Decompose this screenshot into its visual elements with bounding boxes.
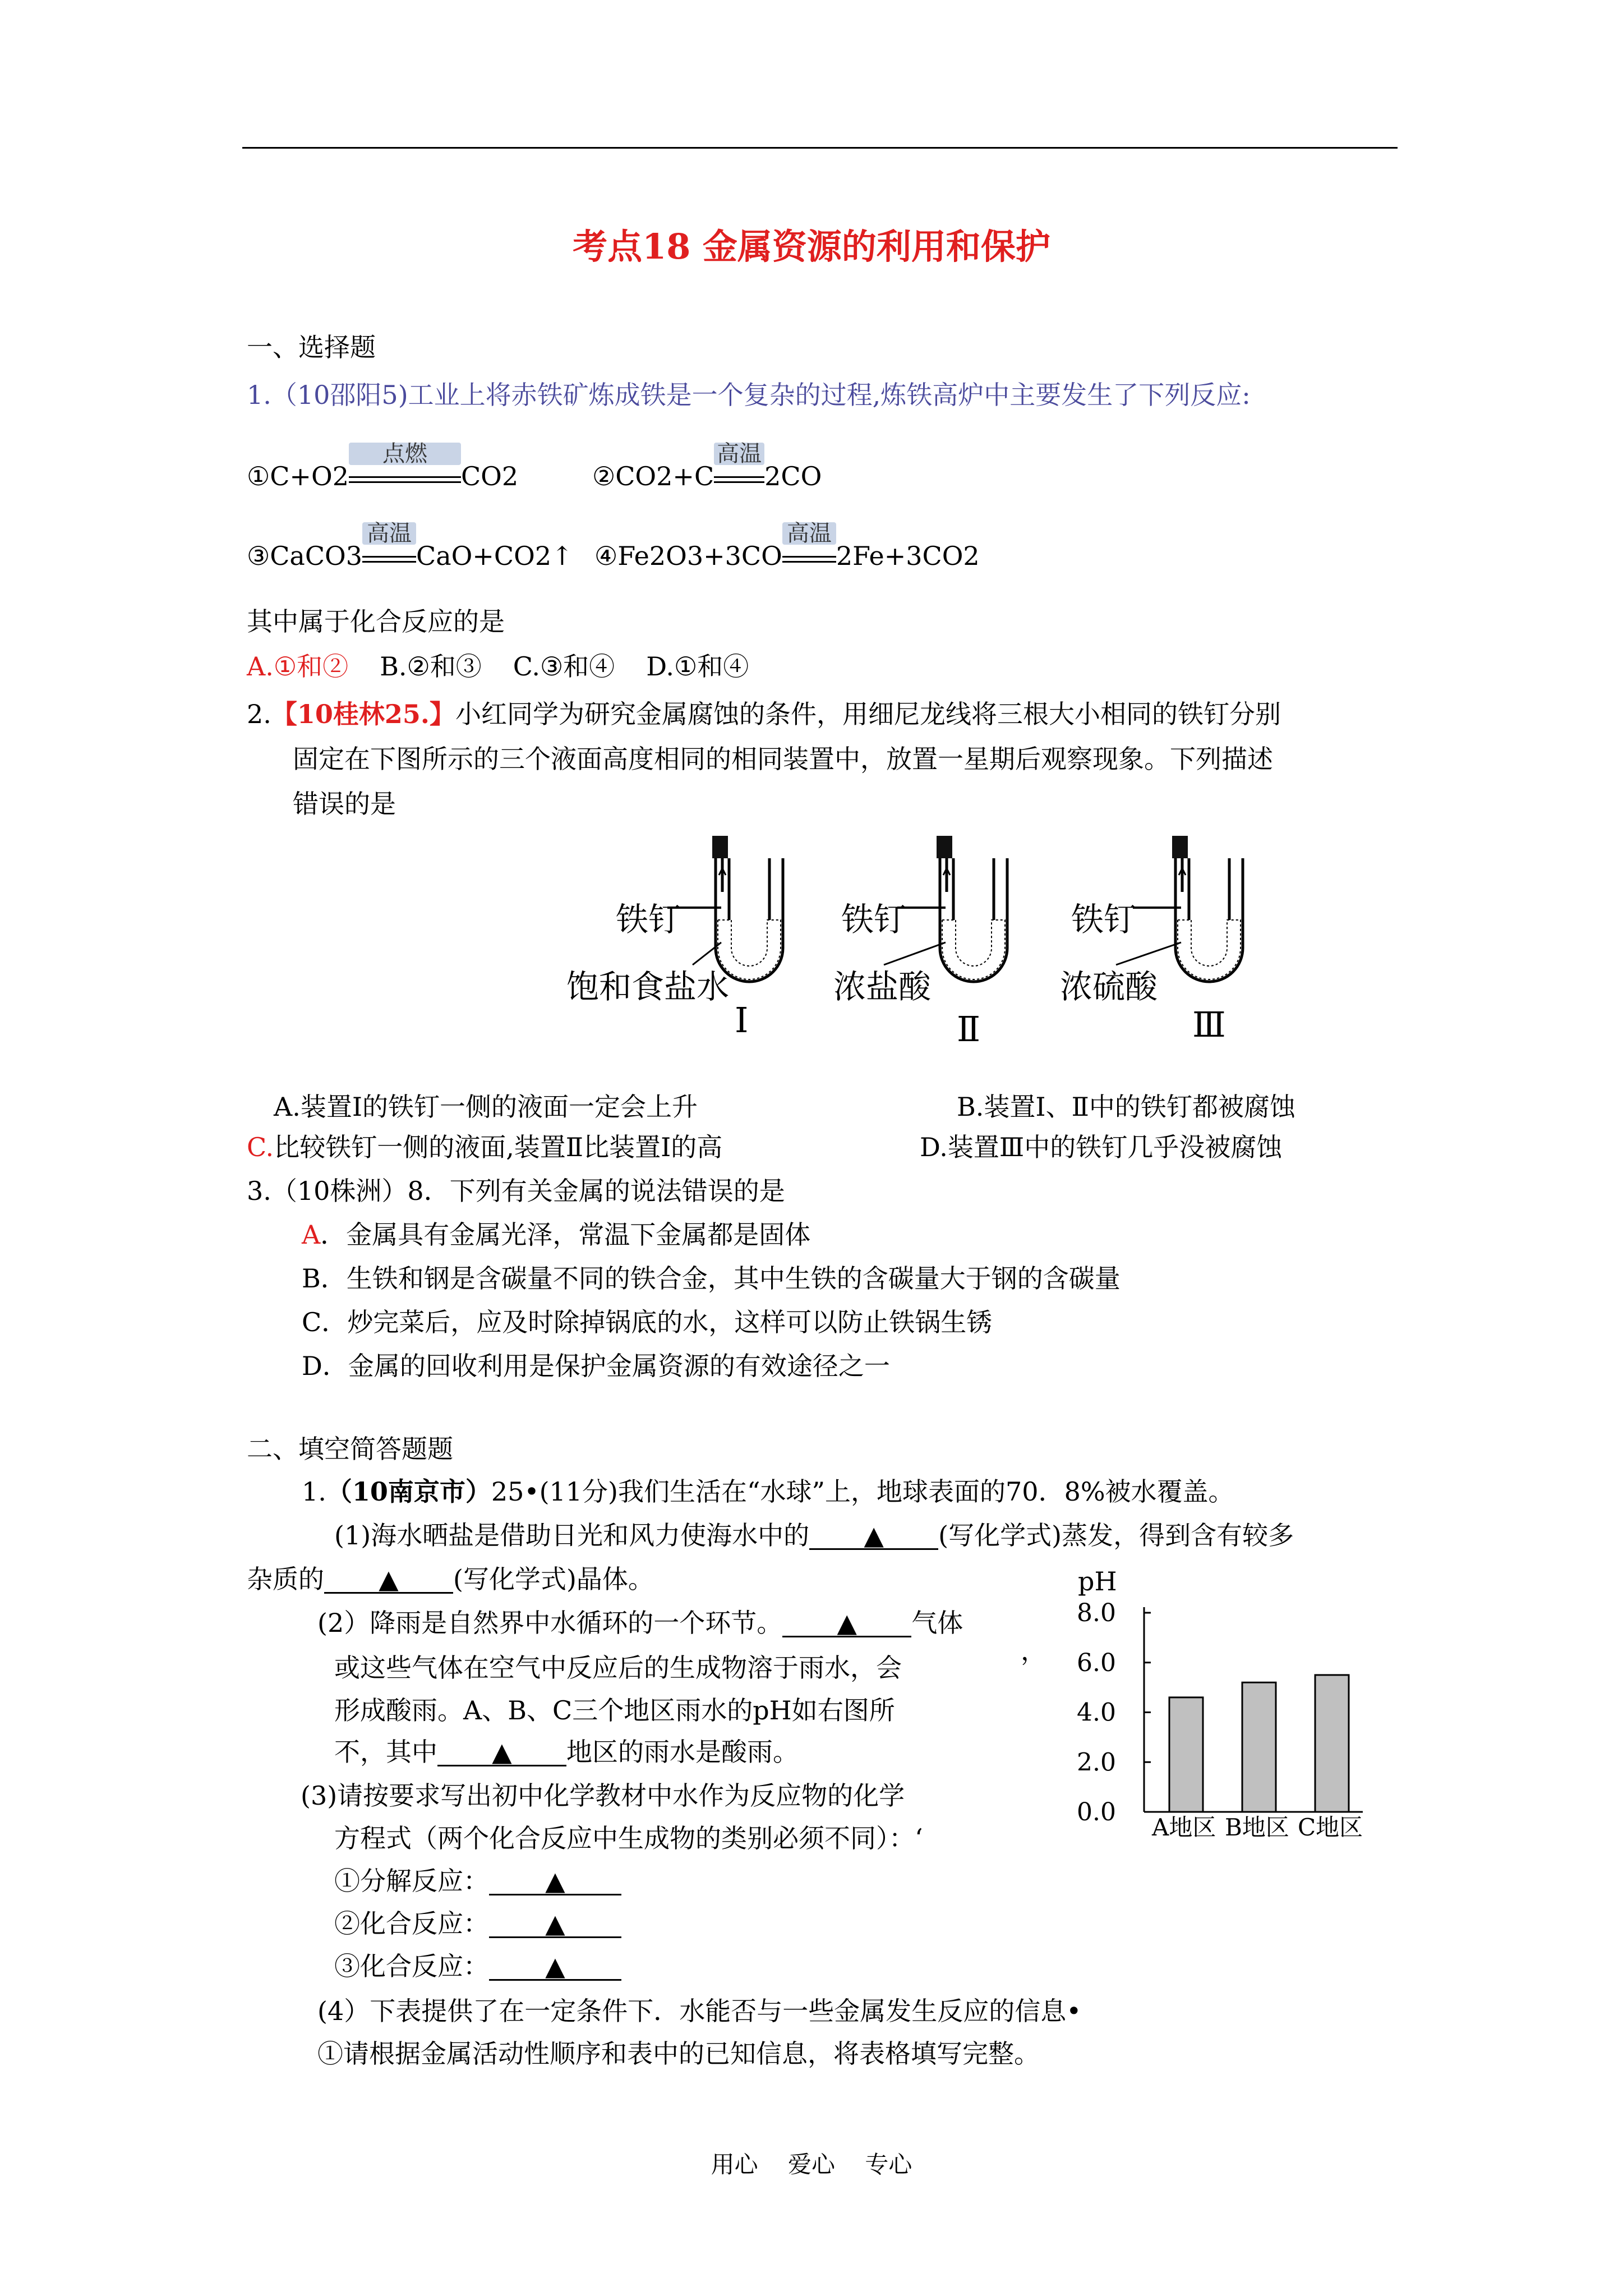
s2-p2-line2: 或这些气体在空气中反应后的生成物溶于雨水，会 — [334, 1653, 902, 1683]
equation-3: ③CaCO3 高温 CaO+CO2↑ — [247, 521, 573, 571]
y-tick-label: 2.0 — [1077, 1748, 1116, 1777]
apparatus-3 — [1172, 836, 1243, 982]
q1-option-b: B.②和③ — [380, 651, 482, 682]
equation-2: ②CO2+C 高温 2CO — [592, 441, 822, 491]
fig-num-1: Ⅰ — [735, 1000, 749, 1041]
corrosion-apparatus-figure — [555, 836, 1408, 1060]
q1-option-a: A.①和② — [247, 651, 349, 682]
condition-label: 点燃 — [349, 443, 461, 465]
q3-option-d: D．金属的回收利用是保护金属资源的有效途径之一 — [302, 1351, 890, 1381]
fig-num-2: Ⅱ — [957, 1009, 981, 1050]
s2-p4-line2: ①请根据金属活动性顺序和表中的已知信息，将表格填写完整。 — [317, 2039, 1040, 2069]
bar-B地区 — [1242, 1682, 1276, 1812]
equation-4: ④Fe2O3+3CO 高温 2Fe+3CO2 — [594, 521, 980, 571]
s2-p2-line3: 形成酸雨。A、B、C三个地区雨水的pH如右图所 — [334, 1695, 895, 1726]
page-title: 考点18 金属资源的利用和保护 — [573, 226, 1050, 267]
condition-label: 高温 — [714, 443, 764, 465]
q3-option-c: C．炒完菜后，应及时除掉锅底的水，这样可以防止铁锅生锈 — [302, 1307, 993, 1337]
fig-nail-label-1: 铁钉 — [616, 900, 681, 938]
q1-option-c: C.③和④ — [513, 651, 615, 682]
apparatus-1 — [712, 836, 783, 982]
answer-blank[interactable]: ▲ — [782, 1610, 911, 1637]
ph-bar-chart — [1071, 1568, 1385, 1837]
q3-option-b: B．生铁和钢是含碳量不同的铁合金，其中生铁的含碳量大于钢的含碳量 — [302, 1263, 1121, 1294]
s2-q1-source: （10南京市） — [326, 1476, 491, 1507]
q2-line3: 错误的是 — [293, 789, 396, 819]
answer-blank[interactable]: ▲ — [324, 1566, 453, 1594]
condition-label: 高温 — [782, 522, 836, 545]
answer-blank[interactable]: ▲ — [809, 1522, 938, 1550]
fig-nail-label-2: 铁钉 — [841, 900, 907, 938]
fig-liquid-label-3: 浓硫酸 — [1060, 968, 1158, 1006]
s2-p2-mark: ， — [1021, 1636, 1046, 1666]
q1-options — [247, 651, 749, 682]
s2-p3-line1: (3)请按要求写出初中化学教材中水作为反应物的化学 — [301, 1780, 905, 1811]
s2-p1-line1: (1)海水晒盐是借助日光和风力使海水中的 ▲ (写化学式)蒸发，得到含有较多 — [334, 1520, 1294, 1550]
s2-p3-line2: 方程式（两个化合反应中生成物的类别必须不同）：‘ — [334, 1823, 923, 1853]
s2-p3-r2: ②化合反应： ▲ — [334, 1911, 621, 1938]
q1-option-d: D.①和④ — [646, 651, 749, 682]
y-tick-label: 8.0 — [1077, 1599, 1116, 1627]
fig-liquid-label-2: 浓盐酸 — [833, 968, 932, 1006]
s2-p3-r1: ①分解反应： ▲ — [334, 1868, 621, 1895]
q2-line2: 固定在下图所示的三个液面高度相同的相同装置中，放置一星期后观察现象。下列描述 — [293, 744, 1273, 774]
y-tick-label: 6.0 — [1077, 1648, 1116, 1677]
answer-blank[interactable]: ▲ — [437, 1739, 566, 1766]
fig-liquid-label-1: 饱和食盐水 — [566, 968, 730, 1006]
x-tick-label: A地区 — [1152, 1814, 1216, 1837]
answer-blank[interactable]: ▲ — [489, 1868, 621, 1895]
condition-label: 高温 — [362, 522, 416, 545]
section2-heading: 二、填空简答题题 — [247, 1434, 453, 1464]
fig-num-3: Ⅲ — [1192, 1004, 1226, 1045]
apparatus-2 — [937, 836, 1007, 982]
s2-p1-line2: 杂质的 ▲ (写化学式)晶体。 — [247, 1564, 654, 1594]
q2-option-a: A.装置Ⅰ的铁钉一侧的液面一定会上升 — [274, 1092, 698, 1122]
y-axis-label: pH — [1078, 1568, 1117, 1596]
answer-blank[interactable]: ▲ — [489, 1911, 621, 1938]
s2-p2-line1: (2）降雨是自然界中水循环的一个环节。 ▲ 气体 — [317, 1608, 963, 1638]
q2-line1: 2.【10桂林25.】小红同学为研究金属腐蚀的条件，用细尼龙线将三根大小相同的铁钉分别 — [247, 699, 1281, 729]
y-tick-label: 0.0 — [1077, 1798, 1116, 1826]
s2-p2-line4: 不，其中 ▲ 地区的雨水是酸雨。 — [334, 1737, 799, 1767]
q2-option-d: D.装置Ⅲ中的铁钉几乎没被腐蚀 — [920, 1132, 1283, 1162]
header-rule — [242, 147, 1398, 149]
s2-p4-line1: (4）下表提供了在一定条件下．水能否与一些金属发生反应的信息• — [317, 1996, 1082, 2026]
answer-blank[interactable]: ▲ — [489, 1953, 621, 1981]
y-tick-label: 4.0 — [1077, 1698, 1116, 1727]
q2-option-c: C.比较铁钉一侧的液面,装置Ⅱ比装置Ⅰ的高 — [247, 1132, 723, 1162]
q1-question: 其中属于化合反应的是 — [247, 606, 505, 637]
q2-option-b: B.装置Ⅰ、Ⅱ中的铁钉都被腐蚀 — [957, 1092, 1295, 1122]
q2-source: 【10桂林25.】 — [271, 699, 455, 729]
s2-p3-r3: ③化合反应： ▲ — [334, 1953, 621, 1981]
x-tick-label: B地区 — [1225, 1814, 1289, 1837]
bar-C地区 — [1315, 1675, 1349, 1812]
x-tick-label: C地区 — [1298, 1814, 1363, 1837]
q3-option-a: A．金属具有金属光泽，常温下金属都是固体 — [302, 1220, 811, 1250]
bar-A地区 — [1169, 1697, 1203, 1812]
section1-heading: 一、选择题 — [247, 332, 376, 362]
equation-1: ①C+O2 点燃 CO2 — [247, 441, 519, 491]
q1-stem: 1.（10邵阳5)工业上将赤铁矿炼成铁是一个复杂的过程,炼铁高炉中主要发生了下列反应: — [247, 380, 1251, 410]
s2-q1-intro: 1.（10南京市）25•(11分)我们生活在“水球”上，地球表面的70．8%被水覆盖。 — [302, 1476, 1234, 1507]
page-footer: 用心 爱心 专心 — [711, 2151, 912, 2178]
fig-nail-label-3: 铁钉 — [1071, 900, 1137, 938]
q3-stem: 3.（10株洲）8．下列有关金属的说法错误的是 — [247, 1176, 785, 1206]
